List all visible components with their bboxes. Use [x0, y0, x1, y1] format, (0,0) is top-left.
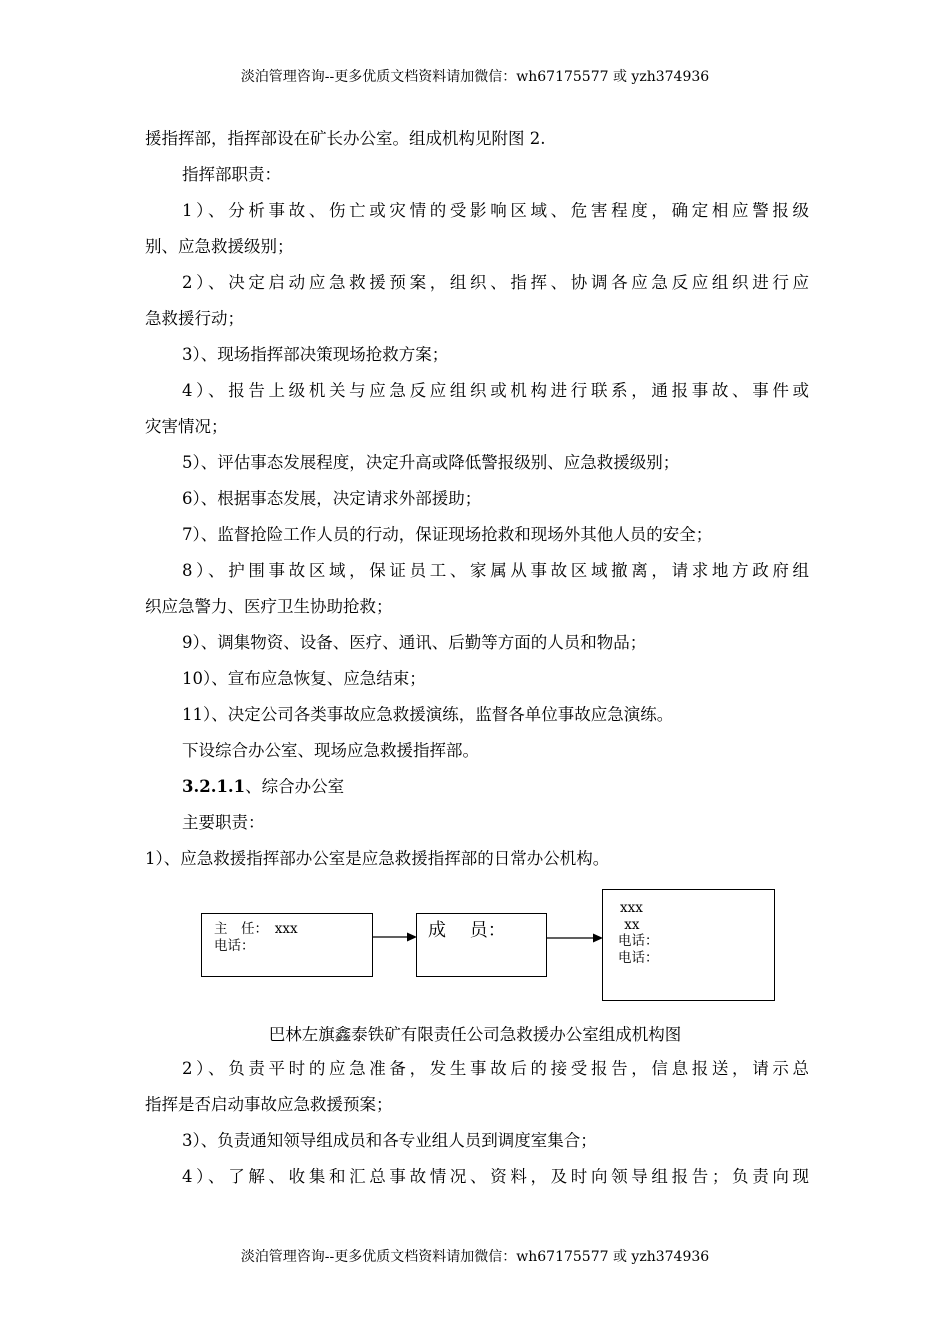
list-item: 8）、护围事故区域，保证员工、家属从事故区域撤离，请求地方政府组 [182, 561, 809, 580]
page-footer: 淡泊管理咨询--更多优质文档资料请加微信：wh67175577 或 yzh374936 [240, 1249, 710, 1265]
subsection-heading [182, 773, 344, 797]
list-item: 1）、分析事故、伤亡或灾情的受影响区域、危害程度，确定相应警报级 [182, 201, 809, 220]
director-label: 主 任： xxx [214, 921, 298, 937]
director-phone-label: 电话： [214, 938, 255, 954]
arrow-connector-1 [372, 930, 418, 944]
list-item: 6）、根据事态发展，决定请求外部援助； [182, 489, 482, 508]
paragraph-line: 别、应急救援级别； [145, 237, 294, 256]
paragraph-line: 指挥是否启动事故应急救援预案； [145, 1095, 393, 1114]
diagram-caption: 巴林左旗鑫泰铁矿有限责任公司急救援办公室组成机构图 [268, 1025, 682, 1044]
member-name-2: xx [620, 916, 640, 933]
list-item: 4）、了解、收集和汇总事故情况、资料，及时向领导组报告；负责向现 [182, 1167, 809, 1186]
member-name-1: xxx [620, 900, 643, 916]
list-item: 5）、评估事态发展程度，决定升高或降低警报级别、应急救援级别； [182, 453, 680, 472]
page-header: 淡泊管理咨询--更多优质文档资料请加微信：wh67175577 或 yzh374936 [240, 69, 710, 85]
paragraph-line: 急救援行动； [145, 309, 244, 328]
members-box [416, 913, 547, 977]
list-item: 7）、监督抢险工作人员的行动，保证现场抢救和现场外其他人员的安全； [182, 525, 713, 544]
list-item: 2）、负责平时的应急准备，发生事故后的接受报告，信息报送，请示总 [182, 1059, 809, 1078]
member-phone-2: 电话： [618, 949, 659, 966]
section-heading: 指挥部职责： [182, 165, 281, 184]
members-detail-box [602, 889, 775, 1001]
list-item: 2）、决定启动应急救援预案，组织、指挥、协调各应急反应组织进行应 [182, 273, 809, 292]
director-box [201, 913, 373, 977]
paragraph-line: 灾害情况； [145, 417, 228, 436]
paragraph-line: 下设综合办公室、现场应急救援指挥部。 [182, 741, 479, 760]
paragraph-line: 援指挥部，指挥部设在矿长办公室。组成机构见附图 2. [145, 129, 546, 148]
member-phone-1: 电话： [618, 933, 659, 949]
list-item: 11）、决定公司各类事故应急救援演练，监督各单位事故应急演练。 [182, 705, 674, 724]
members-label: 成 员： [428, 920, 506, 941]
list-item: 9）、调集物资、设备、医疗、通讯、后勤等方面的人员和物品； [182, 633, 647, 652]
section-heading: 主要职责： [182, 813, 265, 832]
list-item: 3）、负责通知领导组成员和各专业组人员到调度室集合； [182, 1131, 597, 1150]
section-number: 3.2.1.1 [182, 777, 246, 796]
list-item: 3）、现场指挥部决策现场抢救方案； [182, 345, 449, 364]
list-item: 4）、报告上级机关与应急反应组织或机构进行联系，通报事故、事件或 [182, 381, 809, 400]
arrow-connector-2 [546, 931, 604, 945]
section-title: 、综合办公室 [245, 777, 345, 796]
list-item: 10）、宣布应急恢复、应急结束； [182, 669, 426, 688]
list-item: 1）、应急救援指挥部办公室是应急救援指挥部的日常办公机构。 [145, 849, 610, 868]
paragraph-line: 织应急警力、医疗卫生协助抢救； [145, 597, 393, 616]
